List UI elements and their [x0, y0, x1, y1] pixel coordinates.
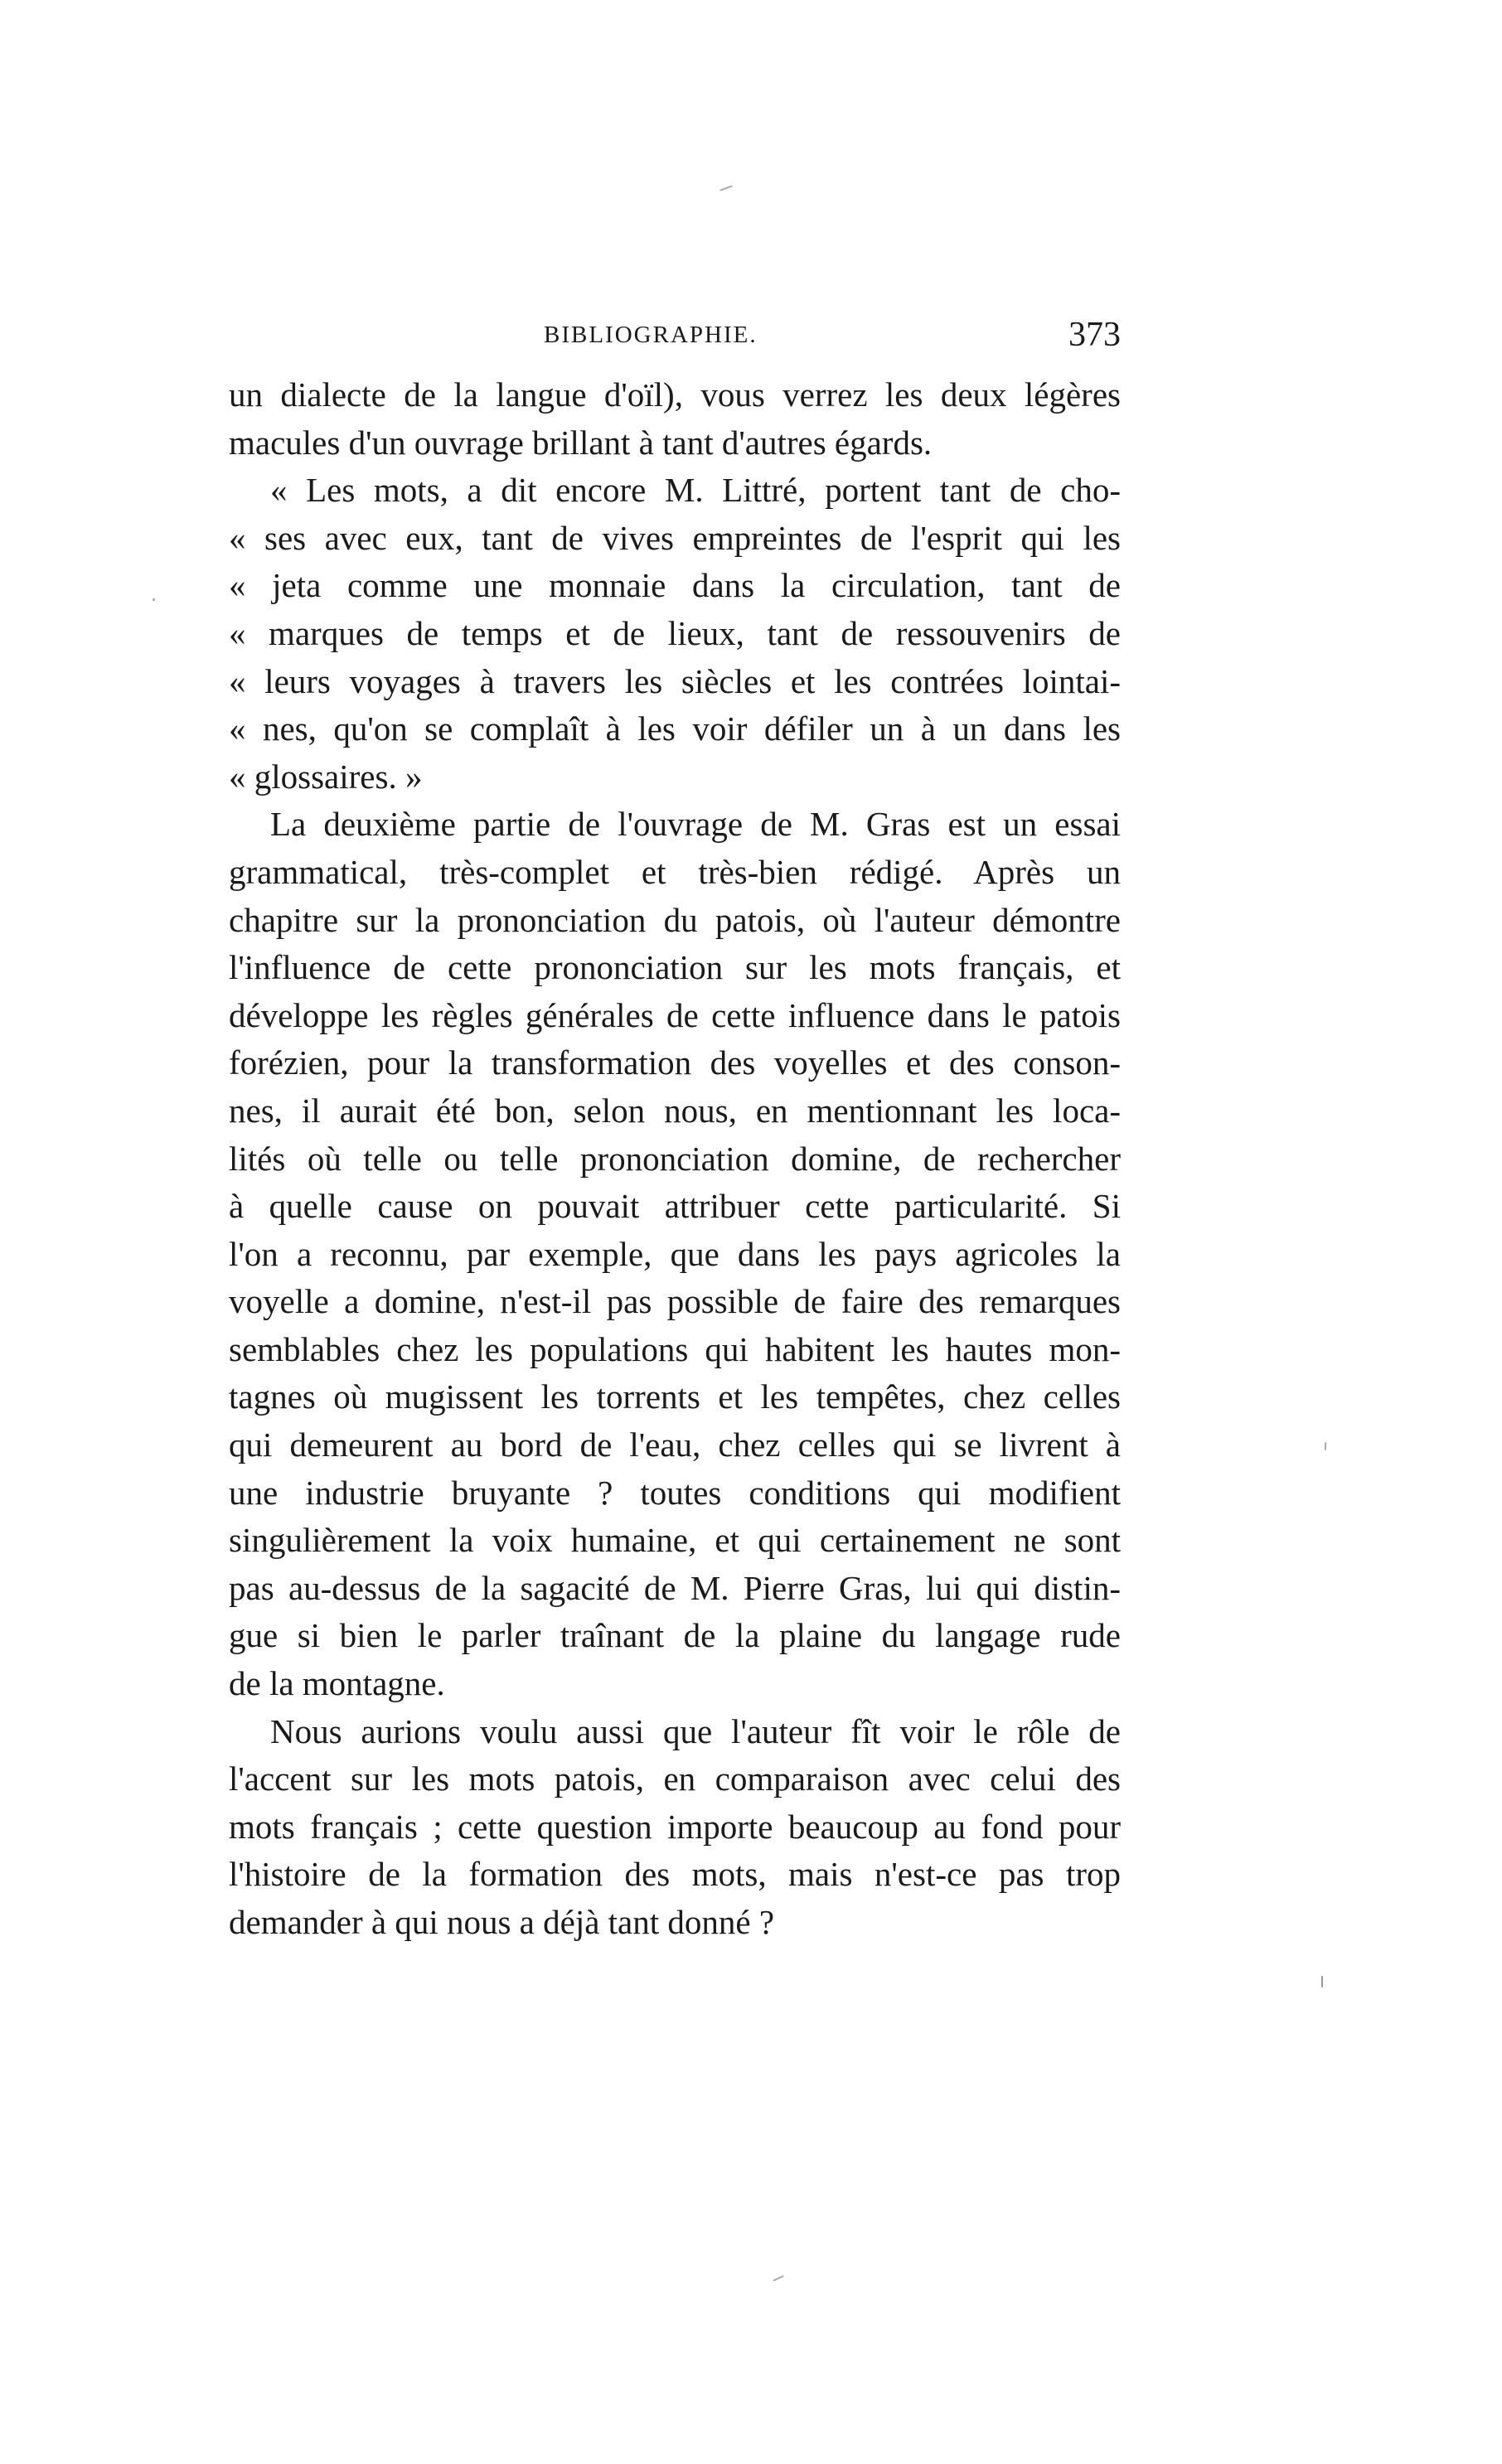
text-line: demander à qui nous a déjà tant donné ?	[229, 1903, 775, 1941]
text-line: lités où telle ou telle prononciation domine, de rechercher	[229, 1139, 1121, 1178]
text-line: qui demeurent au bord de l'eau, chez celles qui se livrent à	[229, 1426, 1121, 1464]
text-line: forézien, pour la transformation des voyelles et des conson-	[229, 1043, 1121, 1082]
text-line: grammatical, très-complet et très-bien rédigé. Après un	[229, 852, 1121, 891]
text-line: l'on a reconnu, par exemple, que dans les pays agricoles la	[229, 1234, 1121, 1273]
text-line: voyelle a domine, n'est-il pas possible de faire des remarques	[229, 1282, 1121, 1321]
quote-line: « jeta comme une monnaie dans la circulation, tant de	[229, 566, 1121, 605]
quote-line: « leurs voyages à travers les siècles et les contrées lointai-	[229, 661, 1121, 700]
text-line: l'influence de cette prononciation sur les mots français, et	[229, 948, 1121, 987]
quote-line: « marques de temps et de lieux, tant de ressouvenirs de	[229, 613, 1121, 652]
text-line: gue si bien le parler traînant de la plaine du langage rude	[229, 1616, 1121, 1655]
text-line: un dialecte de la langue d'oïl), vous verrez les deux légères	[229, 375, 1121, 414]
body-text	[229, 371, 1121, 1947]
text-line: Nous aurions voulu aussi que l'auteur fît voir le rôle de	[270, 1711, 1121, 1750]
scan-speck	[1321, 1976, 1323, 1987]
text-line: l'histoire de la formation des mots, mais n'est-ce pas trop	[229, 1855, 1121, 1894]
text-line: une industrie bruyante ? toutes conditions qui modifient	[229, 1473, 1121, 1512]
text-line: semblables chez les populations qui habitent les hautes mon-	[229, 1329, 1121, 1368]
text-line: pas au-dessus de la sagacité de M. Pierre Gras, lui qui distin-	[229, 1568, 1121, 1607]
running-head: BIBLIOGRAPHIE.	[544, 322, 758, 348]
quote-line: « glossaires. »	[229, 757, 423, 796]
text-line: singulièrement la voix humaine, et qui certainement ne sont	[229, 1521, 1121, 1560]
scan-speck	[720, 185, 733, 191]
quote-line: « ses avec eux, tant de vives empreintes de l'esprit qui les	[229, 518, 1121, 557]
text-line: développe les règles générales de cette influence dans le patois	[229, 995, 1121, 1034]
text-line: mots français ; cette question importe beaucoup au fond pour	[229, 1807, 1121, 1846]
scan-speck	[1325, 1442, 1326, 1450]
text-line: chapitre sur la prononciation du patois, où l'auteur démontre	[229, 900, 1121, 939]
text-line: nes, il aurait été bon, selon nous, en mentionnant les loca-	[229, 1091, 1121, 1130]
text-line: l'accent sur les mots patois, en comparaison avec celui des	[229, 1760, 1121, 1798]
text-line: macules d'un ouvrage brillant à tant d'autres égards.	[229, 423, 933, 462]
page-header	[229, 315, 1121, 365]
text-line: à quelle cause on pouvait attribuer cette particularité. Si	[229, 1187, 1121, 1226]
scan-speck	[773, 2275, 784, 2282]
text-line: de la montagne.	[229, 1664, 445, 1703]
quote-line: « nes, qu'on se complaît à les voir défiler un à un dans les	[229, 709, 1121, 748]
text-line: La deuxième partie de l'ouvrage de M. Gras est un essai	[270, 805, 1121, 844]
page-number: 373	[1068, 316, 1121, 354]
text-line: tagnes où mugissent les torrents et les tempêtes, chez celles	[229, 1377, 1121, 1416]
scan-speck	[153, 598, 155, 601]
quote-line: « Les mots, a dit encore M. Littré, portent tant de cho-	[270, 471, 1121, 510]
